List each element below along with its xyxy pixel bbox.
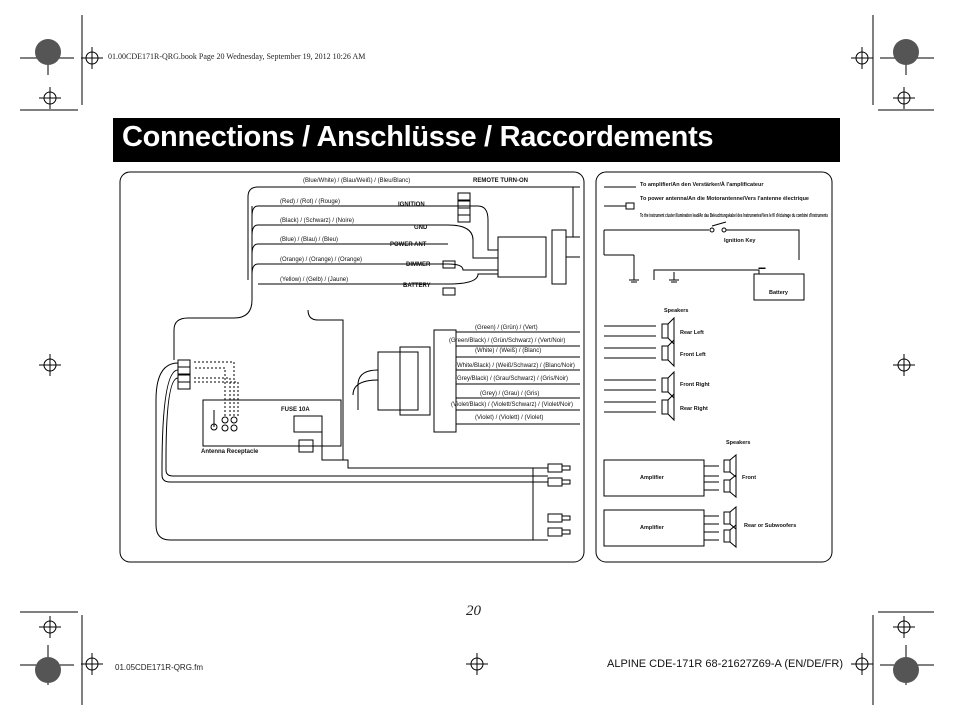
footer-model: ALPINE CDE-171R 68-21627Z69-A (EN/DE/FR) bbox=[607, 658, 843, 670]
page-title: Connections / Anschlüsse / Raccordements bbox=[122, 121, 714, 153]
fuse-label: FUSE 10A bbox=[281, 407, 310, 413]
wire-remote-label: REMOTE TURN-ON bbox=[473, 178, 528, 184]
power-ant-note: To power antenna/An die Motorantenne/Vers l'antenne électrique bbox=[640, 196, 809, 202]
amp-note: To amplifier/An den Verstärker/À l'amplificateur bbox=[640, 182, 764, 188]
book-header: 01.00CDE171R-QRG.book Page 20 Wednesday, September 19, 2012 10:26 AM bbox=[108, 52, 366, 61]
speaker-front-right: Front Right bbox=[680, 382, 710, 388]
page-number: 20 bbox=[466, 603, 481, 619]
wire-dimmer-color: (Orange) / (Orange) / (Orange) bbox=[280, 257, 363, 263]
wire-remote-color: (Blue/White) / (Blau/Weiß) / (Bleu/Blanc) bbox=[303, 178, 411, 184]
battery-label: Battery bbox=[769, 290, 788, 296]
amplifier-1-label: Amplifier bbox=[640, 475, 664, 481]
spk-wire-7: (Violet) / (Violett) / (Violet) bbox=[475, 415, 544, 421]
speaker-rear-left: Rear Left bbox=[680, 330, 704, 336]
wire-battery-label: BATTERY bbox=[403, 283, 431, 289]
speakers-label: Speakers bbox=[664, 308, 689, 314]
spk-wire-0: (Green) / (Grün) / (Vert) bbox=[475, 325, 538, 331]
footer-file: 01.05CDE171R-QRG.fm bbox=[115, 663, 204, 672]
wire-battery-color: (Yellow) / (Gelb) / (Jaune) bbox=[280, 277, 349, 283]
spk-wire-4: (Grey/Black) / (Grau/Schwarz) / (Gris/Noir) bbox=[455, 376, 569, 382]
amplifier-2-label: Amplifier bbox=[640, 525, 664, 531]
wire-powerant-label: POWER ANT bbox=[390, 242, 427, 248]
wire-gnd-color: (Black) / (Schwarz) / (Noire) bbox=[280, 218, 355, 224]
wire-gnd-label: GND bbox=[414, 225, 428, 231]
wire-ignition-label: IGNITION bbox=[398, 202, 425, 208]
svg-text:—: — bbox=[759, 266, 765, 272]
speakers2-label: Speakers bbox=[726, 440, 751, 446]
spk-wire-2: (White) / (Weiß) / (Blanc) bbox=[475, 348, 542, 354]
spk-wire-1: (Green/Black) / (Grün/Schwarz) / (Vert/Noir) bbox=[449, 338, 566, 344]
spk-wire-6: (Violet/Black) / (Violett/Schwarz) / (Violet/Noir) bbox=[451, 402, 574, 408]
wire-powerant-color: (Blue) / (Blau) / (Bleu) bbox=[280, 237, 339, 243]
ignition-key-label: Ignition Key bbox=[724, 238, 756, 244]
front-label: Front bbox=[742, 475, 757, 481]
spk-wire-5: (Grey) / (Grau) / (Gris) bbox=[480, 391, 540, 397]
speaker-rear-right: Rear Right bbox=[680, 406, 708, 412]
speaker-front-left: Front Left bbox=[680, 352, 706, 358]
illum-note: To the instrument cluster illumination lead/An das Beleuchtungskabel des Instrumentes/Vers le fil d'éclairage du combiné d'instruments bbox=[640, 213, 828, 219]
amplifier-speaker-diagram bbox=[594, 170, 836, 566]
wire-ignition-color: (Red) / (Rot) / (Rouge) bbox=[280, 199, 341, 205]
wire-dimmer-label: DIMMER bbox=[406, 262, 431, 268]
spk-wire-3: (White/Black) / (Weiß/Schwarz) / (Blanc/Noir) bbox=[455, 363, 575, 369]
antenna-label: Antenna Receptacle bbox=[201, 449, 259, 455]
rear-sub-label: Rear or Subwoofers bbox=[744, 523, 797, 529]
head-unit-wiring-diagram bbox=[118, 170, 588, 566]
